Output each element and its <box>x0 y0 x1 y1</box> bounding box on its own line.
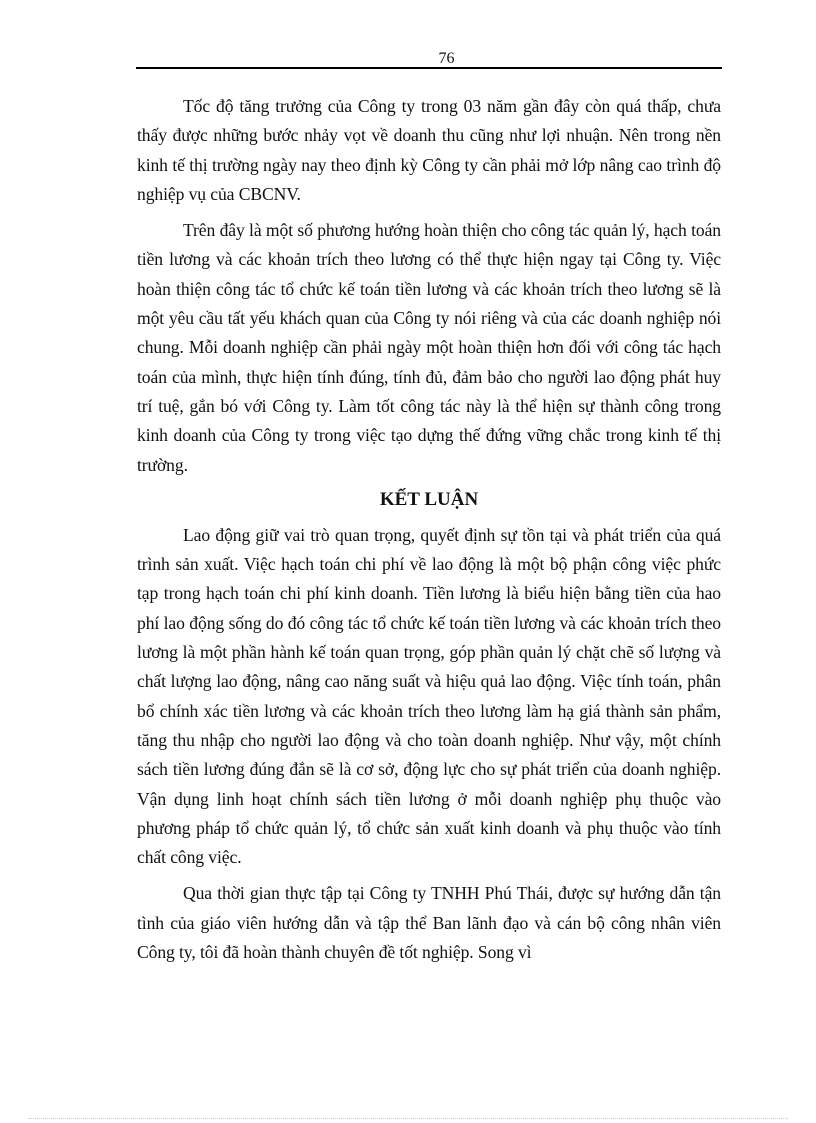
paragraph-internship: Qua thời gian thực tập tại Công ty TNHH Phú Thái, được sự hướng dẫn tận tình của giáo viên hướng dẫn và tập thể Ban lãnh đạo và cán bộ công nhân viên Công ty, tôi đã hoàn thành chuyên đề tốt nghiệp. Song vì <box>137 883 721 963</box>
footer-divider <box>28 1118 788 1119</box>
page-number: 76 <box>438 50 455 67</box>
header-divider <box>136 67 722 69</box>
paragraph-growth-rate: Tốc độ tăng trưởng của Công ty trong 03 năm gần đây còn quá thấp, chưa thấy được những bước nhảy vọt về doanh thu cũng như lợi nhuận. Nên trong nền kinh tế thị trường ngày nay theo định kỳ Công ty cần phải mở lớp nâng cao trình độ nghiệp vụ của CBCNV. <box>137 96 721 204</box>
document-body <box>137 92 721 974</box>
section-heading-conclusion: KẾT LUẬN <box>379 488 479 510</box>
paragraph-labor-role: Lao động giữ vai trò quan trọng, quyết định sự tồn tại và phát triển của quá trình sản xuất. Việc hạch toán chi phí về lao động là một bộ phận công việc phức tạp trong hạch toán chi phí kinh doanh. Tiền lương là biểu hiện bằng tiền của hao phí lao động sống do đó công tác tổ chức kế toán tiền lương và các khoản trích theo lương là một phần hành kế toán quan trọng, góp phần quản lý chặt chẽ số lượng và chất lượng lao động, nâng cao năng suất và hiệu quả lao động. Việc tính toán, phân bổ chính xác tiền lương và các khoản trích theo lương làm hạ giá thành sản phẩm, tăng thu nhập cho người lao động và cho toàn doanh nghiệp. Như vậy, một chính sách tiền lương đúng đắn sẽ là cơ sở, động lực cho sự phát triển của doanh nghiệp. Vận dụng linh hoạt chính sách tiền lương ở mỗi doanh nghiệp phụ thuộc vào phương pháp tổ chức quản lý, tổ chức sản xuất kinh doanh và phụ thuộc vào tính chất công việc. <box>137 524 721 868</box>
paragraph-improvement-directions: Trên đây là một số phương hướng hoàn thiện cho công tác quản lý, hạch toán tiền lương và các khoản trích theo lương có thể thực hiện ngay tại Công ty. Việc hoàn thiện công tác tổ chức kế toán tiền lương và các khoản trích theo lương sẽ là một yêu cầu tất yếu khách quan của Công ty nói riêng và của các doanh nghiệp nói chung. Mỗi doanh nghiệp cần phải ngày một hoàn thiện hơn đối với công tác hạch toán của mình, thực hiện tính đúng, tính đủ, đảm bảo cho người lao động phát huy trí tuệ, gắn bó với Công ty. Làm tốt công tác này là thể hiện sự thành công trong kinh doanh của Công ty trong việc tạo dựng thế đứng vững chắc trong kinh tế thị trường. <box>137 220 721 475</box>
